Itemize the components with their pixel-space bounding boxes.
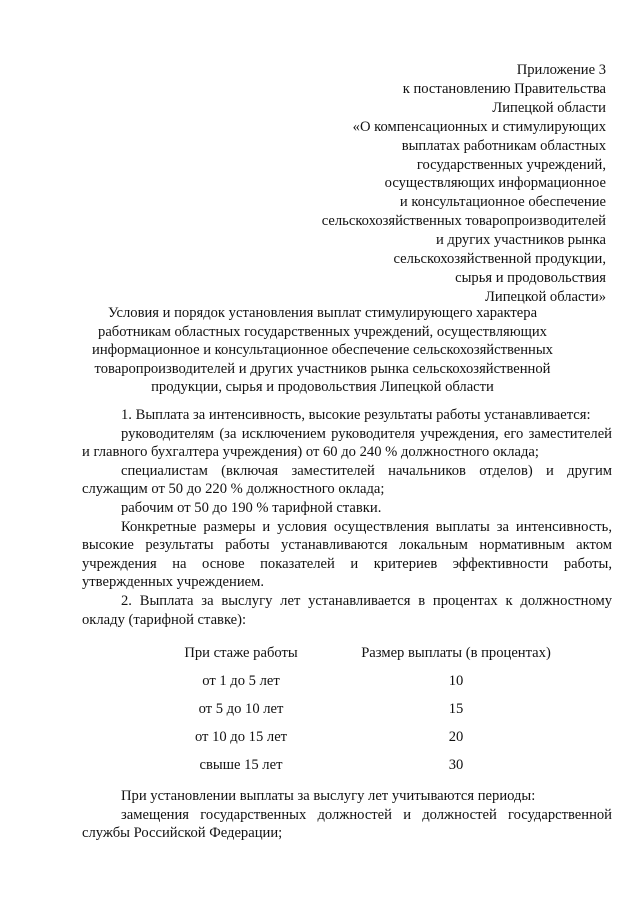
table-cell: 20 [448,729,464,745]
appendix-line: к постановлению Правительства [402,80,606,97]
table-cell: 10 [448,673,464,689]
table-row [82,729,612,749]
appendix-line: Липецкой области [492,99,606,116]
body-section-1 [82,406,612,629]
table-cell: 30 [448,757,464,773]
paragraph-specialists: специалистам (включая заместителей начальников отделов) и другим служащим от 50 до 220 % должностного оклада; [82,462,612,498]
appendix-header [286,61,606,307]
title-line: информационное и консультационное обеспечение сельскохозяйственных [92,342,553,359]
table-cell: свыше 15 лет [199,757,283,773]
paragraph-workers: рабочим от 50 до 190 % тарифной ставки. [121,499,382,516]
document-title [60,304,585,397]
paragraph-intensity-intro: 1. Выплата за интенсивность, высокие результаты работы устанавливается: [121,407,591,423]
appendix-line: сельскохозяйственной продукции, [393,251,606,268]
title-line: Условия и порядок установления выплат стимулирующего характера [107,305,538,321]
appendix-line: осуществляющих информационное [384,175,606,192]
paragraph-conditions: Конкретные размеры и условия осуществления выплаты за интенсивность, высокие результаты работы устанавливаются локальным нормативным актом учреждения на основе показателей и критериев эффективности работы, утвержденных учреждением. [82,518,612,591]
table-cell: от 1 до 5 лет [202,673,280,689]
appendix-line: «О компенсационных и стимулирующих [352,118,606,135]
body-section-2 [82,787,612,843]
table-row [82,701,612,721]
table-header-row [82,645,612,665]
paragraph-managers: руководителям (за исключением руководителя учреждения, его заместителей и главного бухгалтера учреждения) от 60 до 240 % должностного оклада; [82,425,612,461]
title-line: продукции, сырья и продовольствия Липецкой области [151,379,494,396]
table-cell: от 5 до 10 лет [198,701,284,717]
table-row [82,673,612,693]
appendix-line: сырья и продовольствия [455,269,606,286]
appendix-line: и других участников рынка [435,232,606,249]
appendix-line: сельскохозяйственных товаропроизводителей [321,213,606,230]
table-header-cell: Размер выплаты (в процентах) [361,645,551,661]
title-line: товаропроизводителей и других участников рынка сельскохозяйственной [94,360,551,377]
appendix-line: Приложение 3 [516,62,606,78]
table-header-cell: При стаже работы [184,645,298,661]
table-cell: от 10 до 15 лет [194,729,288,745]
appendix-line: выплатах работникам областных [401,137,606,154]
paragraph-periods-intro: При установлении выплаты за выслугу лет учитываются периоды: [121,788,536,804]
appendix-line: государственных учреждений, [416,156,606,173]
paragraph-civil-service: замещения государственных должностей и должностей государственной службы Российской Федерации; [82,806,612,842]
paragraph-seniority: 2. Выплата за выслугу лет устанавливается в процентах к должностному окладу (тарифной ставке): [82,592,612,628]
title-line: работникам областных государственных учреждений, осуществляющих [98,323,547,340]
table-cell: 15 [448,701,464,717]
appendix-line: Липецкой области» [485,288,606,305]
table-row [82,757,612,777]
appendix-line: и консультационное обеспечение [399,194,606,211]
